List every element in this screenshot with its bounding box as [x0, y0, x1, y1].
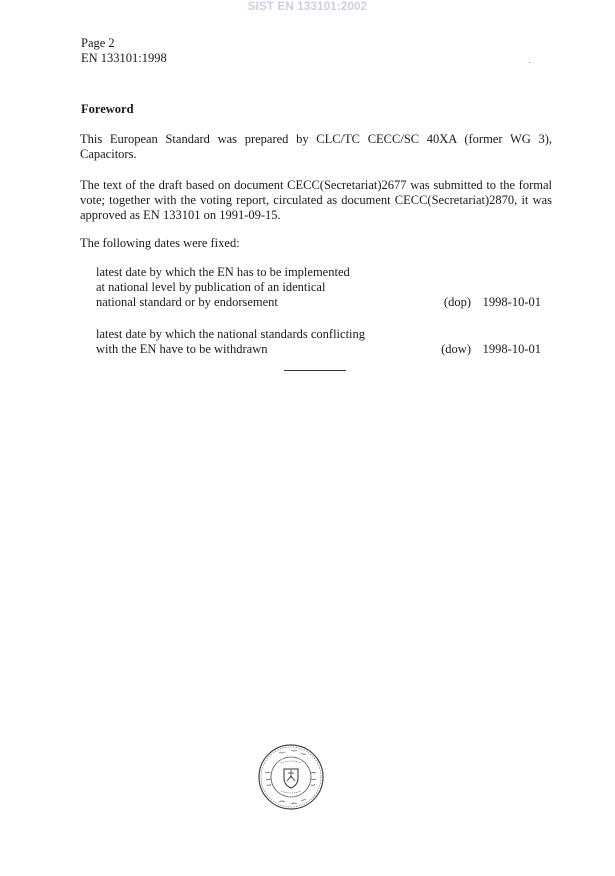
foreword-paragraph-3: The following dates were fixed:: [80, 236, 240, 250]
date-code: (dop): [443, 295, 471, 309]
date-description-line: at national level by publication of an identical: [96, 280, 326, 294]
page-number: Page 2: [81, 36, 115, 50]
date-description-line: latest date by which the national standards conflicting: [96, 327, 366, 341]
date-description-line: national standard or by endorsement: [96, 295, 278, 309]
scan-speck: [529, 62, 530, 63]
foreword-heading: Foreword: [81, 102, 134, 116]
date-value: 1998-10-01: [482, 342, 541, 356]
date-entry-dow: [96, 327, 541, 357]
date-value: 1998-10-01: [482, 295, 541, 309]
foreword-paragraph-1: This European Standard was prepared by CLC/TC CECC/SC 40XA (former WG 3), Capacitors.: [80, 132, 552, 161]
date-code: (dow): [441, 342, 471, 356]
date-entry-dop: [96, 265, 541, 310]
official-stamp-seal-icon: [257, 743, 325, 811]
foreword-paragraph-2: The text of the draft based on document CECC(Secretariat)2677 was submitted to the formal vote; together with the voting report, circulated as document CECC(Secretariat)2870, it was approved as EN 133101 on 1991-09-15.: [80, 178, 552, 222]
date-description-line: latest date by which the EN has to be implemented: [96, 265, 350, 279]
date-description: [96, 265, 396, 310]
date-description-line: with the EN have to be withdrawn: [96, 342, 268, 356]
page-header: [81, 36, 167, 66]
end-rule: [284, 370, 346, 371]
document-id: EN 133101:1998: [81, 51, 167, 65]
watermark: SIST EN 133101:2002: [247, 1, 368, 13]
date-description: [96, 327, 396, 357]
